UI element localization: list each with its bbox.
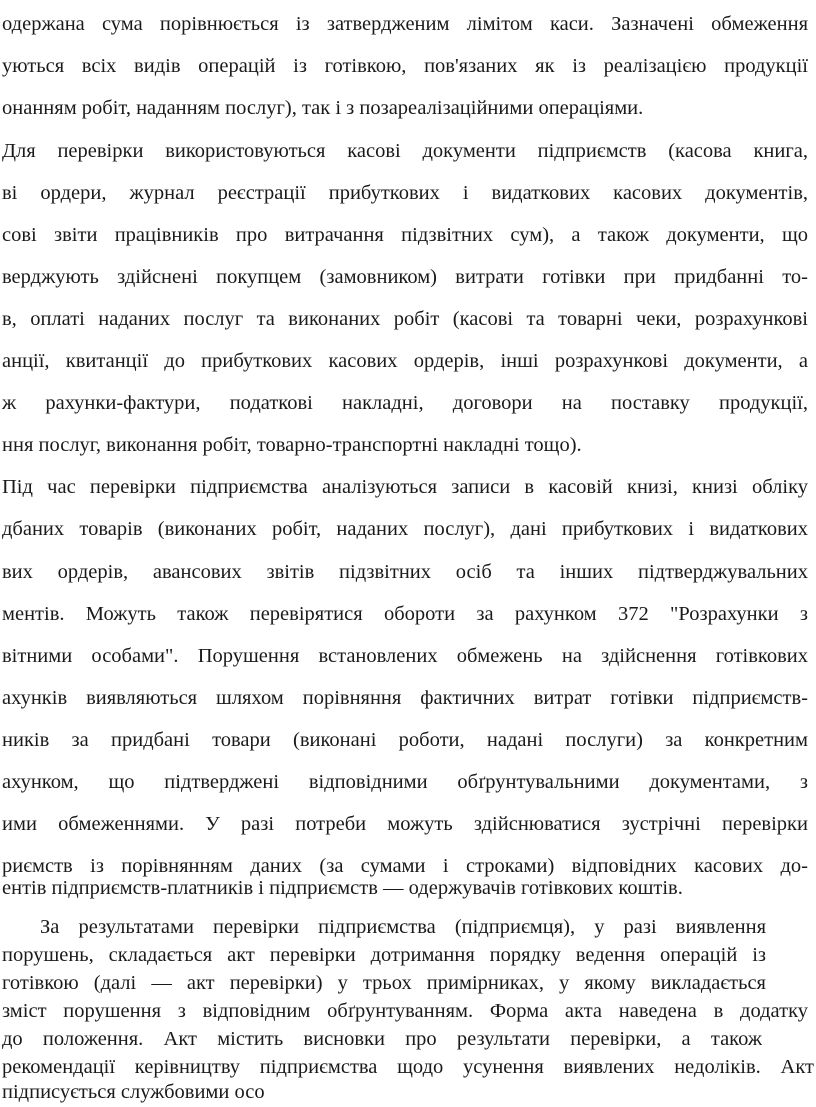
text-line: ими обмеженнями. У разі потреби можуть здійснюватися зустрічні перевірки: [2, 813, 808, 835]
text-line: до положення. Акт містить висновки про результати перевірки, а також: [2, 1028, 762, 1050]
text-line: ахунків виявляються шляхом порівняння фактичних витрат готівки підприємств-: [2, 687, 808, 709]
text-line: За результатами перевірки підприємства (підприємця), у разі виявлення: [40, 916, 766, 938]
text-line: зміст порушення з відповідним обґрунтуванням. Форма акта наведена в додатку: [2, 1000, 808, 1022]
text-line: анції, квитанції до прибуткових касових ордерів, інші розрахункові документи, а: [2, 350, 808, 372]
text-line: онанням робіт, наданням послуг), так і з позареалізаційними операціями.: [2, 97, 644, 119]
text-line: ві ордери, журнал реєстрації прибуткових і видаткових касових документів,: [2, 182, 808, 204]
text-line: рекомендації керівництву підприємства щодо усунення виявлених недоліків. Акт: [2, 1056, 814, 1078]
text-line: підписується службовими осо: [2, 1081, 265, 1103]
text-line: уються всіх видів операцій із готівкою, пов'язаних як із реалізацією продукції: [2, 55, 808, 77]
text-line: сові звіти працівників про витрачання підзвітних сум), а також документи, що: [2, 224, 808, 246]
text-line: одержана сума порівнюється із затвердженим лімітом каси. Зазначені обмеження: [2, 13, 808, 35]
text-line: вітними особами". Порушення встановлених обмежень на здійснення готівкових: [2, 645, 808, 667]
text-line: Під час перевірки підприємства аналізуються записи в касовій книзі, книзі обліку: [2, 476, 808, 498]
text-line: ахунком, що підтверджені відповідними обґрунтувальними документами, з: [2, 771, 808, 793]
text-line: порушень, складається акт перевірки дотримання порядку ведення операцій із: [2, 944, 766, 966]
text-line: готівкою (далі — акт перевірки) у трьох примірниках, у якому викладається: [2, 972, 766, 994]
text-line: в, оплаті наданих послуг та виконаних робіт (касові та товарні чеки, розрахункові: [2, 308, 808, 330]
text-line: дбаних товарів (виконаних робіт, наданих послуг), дані прибуткових і видаткових: [2, 518, 808, 540]
text-line: ників за придбані товари (виконані роботи, надані послуги) за конкретним: [2, 729, 808, 751]
text-line: ментів. Можуть також перевірятися обороти за рахунком 372 "Розрахунки з: [2, 603, 808, 625]
text-line: ння послуг, виконання робіт, товарно-транспортні накладні тощо).: [2, 434, 582, 456]
text-line: риємств із порівнянням даних (за сумами і строками) відповідних касових до-: [2, 855, 808, 877]
text-line: Для перевірки використовуються касові документи підприємств (касова книга,: [2, 140, 808, 162]
text-line: вих ордерів, авансових звітів підзвітних осіб та інших підтверджувальних: [2, 561, 808, 583]
text-line: ентів підприємств-платників і підприємств — одержувачів готівкових коштів.: [2, 877, 683, 899]
text-line: ж рахунки-фактури, податкові накладні, договори на поставку продукції,: [2, 392, 808, 414]
text-line: верджують здійснені покупцем (замовником) витрати готівки при придбанні то-: [2, 266, 808, 288]
